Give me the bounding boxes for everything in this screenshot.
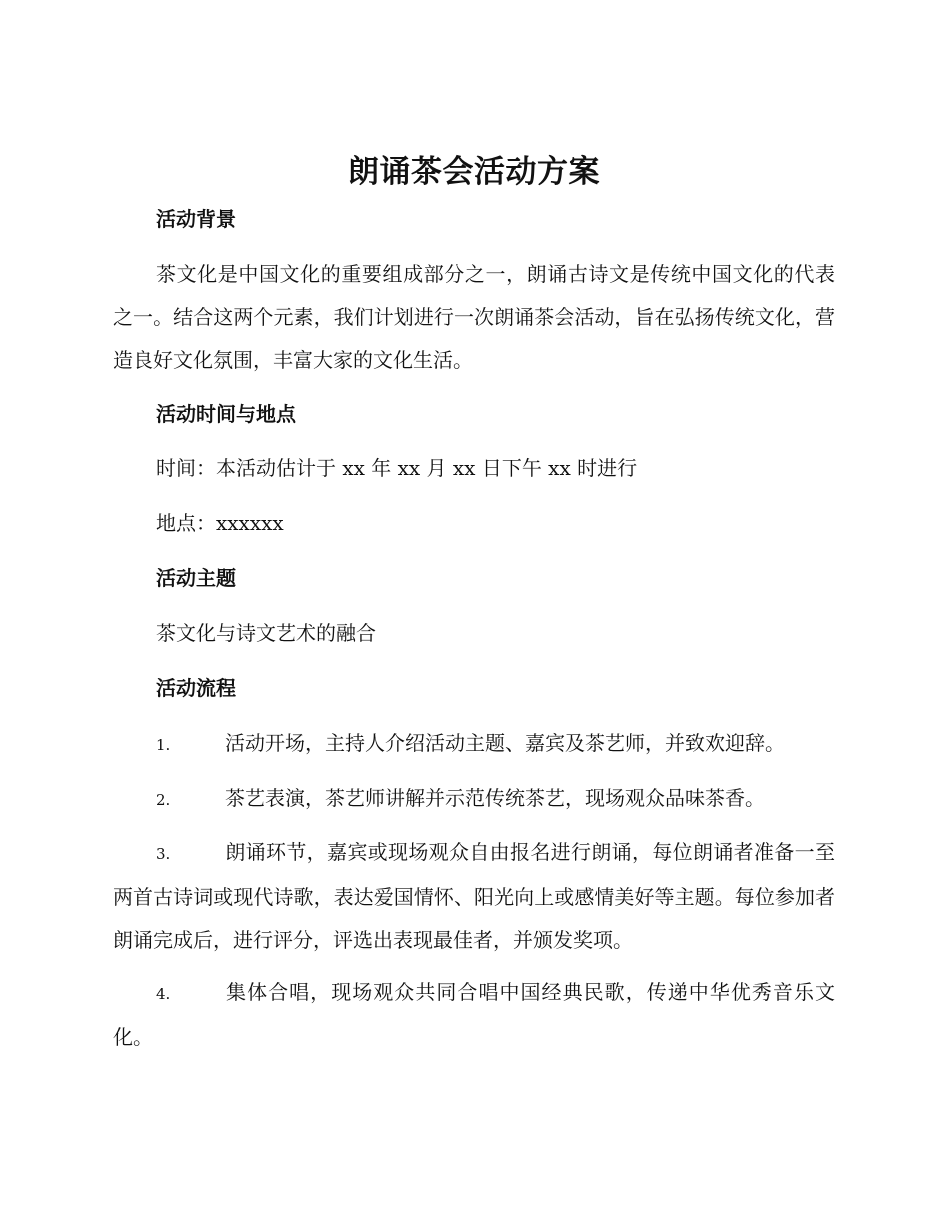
document-title: 朗诵茶会活动方案 (348, 154, 600, 190)
list-number: 3. (156, 845, 171, 863)
time-line: 时间：本活动估计于 xx 年 xx 月 xx 日下午 xx 时进行 (156, 456, 638, 480)
process-item (113, 831, 835, 962)
theme-line: 茶文化与诗文艺术的融合 (156, 621, 376, 645)
list-text: 茶艺表演，茶艺师讲解并示范传统茶艺，现场观众品味茶香。 (225, 786, 765, 810)
process-item (113, 722, 835, 767)
heading-theme: 活动主题 (156, 566, 236, 590)
list-number: 4. (156, 985, 171, 1003)
heading-background: 活动背景 (156, 207, 236, 231)
list-text: 集体合唱，现场观众共同合唱中国经典民歌，传递中华优秀音乐文化。 (113, 980, 835, 1049)
list-text: 活动开场，主持人介绍活动主题、嘉宾及茶艺师，并致欢迎辞。 (225, 731, 785, 755)
place-line: 地点：xxxxxx (156, 511, 284, 535)
list-number: 1. (156, 736, 171, 754)
list-number: 2. (156, 791, 171, 809)
heading-time-place: 活动时间与地点 (156, 402, 296, 426)
heading-process: 活动流程 (156, 676, 236, 700)
list-text: 朗诵环节，嘉宾或现场观众自由报名进行朗诵，每位朗诵者准备一至两首古诗词或现代诗歌，表达爱国情怀、阳光向上或感情美好等主题。每位参加者朗诵完成后，进行评分，评选出表现最佳者，并颁发奖项。 (113, 840, 835, 952)
process-item (113, 971, 835, 1059)
background-paragraph: 茶文化是中国文化的重要组成部分之一，朗诵古诗文是传统中国文化的代表之一。结合这两个元素，我们计划进行一次朗诵茶会活动，旨在弘扬传统文化，营造良好文化氛围，丰富大家的文化生活。 (113, 262, 835, 372)
process-item (113, 777, 835, 822)
